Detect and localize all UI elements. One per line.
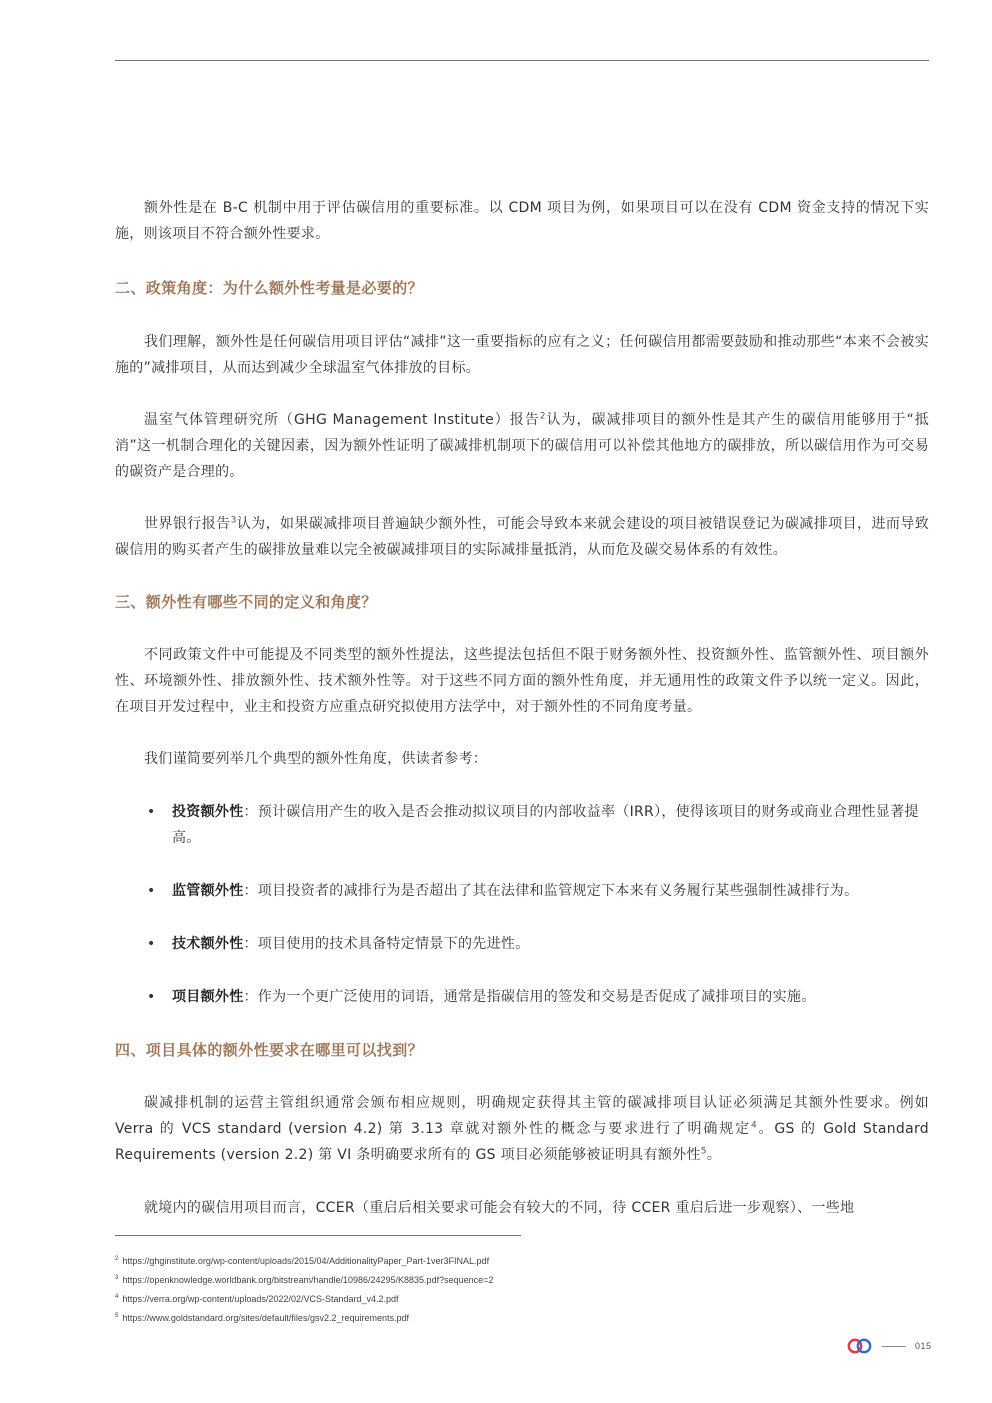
list-term: 投资额外性 [172,804,244,820]
footnote-ref: 4 [750,1120,757,1131]
section-heading: 三、额外性有哪些不同的定义和角度？ [115,593,377,611]
footnote-item: $^2$ https://ghginstitute.org/wp-content/uploads/2015/04/AdditionalityPaper_Part-1ver3FINAL.pdf [115,1256,490,1266]
footnote-ref: 2 [539,411,546,422]
paragraph: 碳减排机制的运营主管组织通常会颁布相应规则，明确规定获得其主管的碳减排项目认证必须满足其额外性要求。例如 Verra 的 VCS standard (version 4.2) 第 3.13 章就对额外性的概念与要求进行了明确规定$^4$。GS 的 Gold Standard Requirements (version 2.2) 第 VI 条明确要求所有的 GS 项目必须能够被证明具有额外性$^5$。 [115,1095,929,1163]
footnote-item: $^4$ https://verra.org/wp-content/uploads/2022/02/VCS-Standard_v4.2.pdf [115,1294,399,1304]
list-item: • 监管额外性：项目投资者的减排行为是否超出了其在法律和监管规定下本来有义务履行某些强制性减排行为。 [115,878,929,904]
footnote-link[interactable]: https://verra.org/wp-content/uploads/2022/02/VCS-Standard_v4.2.pdf [122,1294,399,1304]
section-heading: 二、政策角度：为什么额外性考量是必要的？ [115,279,424,297]
footnote-ref: 5 [700,1146,707,1157]
footnote-rule [115,1235,521,1236]
paragraph: 世界银行报告$^3$认为，如果碳减排项目普遍缺少额外性，可能会导致本来就会建设的项目被错误登记为碳减排项目，进而导致碳信用的购买者产生的碳排放量难以完全被碳减排项目的实际减排量抵消，从而危及碳交易体系的有效性。 [115,515,929,558]
list-term: 技术额外性 [172,936,244,952]
list-item: • 投资额外性：预计碳信用产生的收入是否会推动拟议项目的内部收益率（IRR），使得该项目的财务或商业合理性显著提高。 [115,799,929,851]
footer-rule [882,1346,906,1347]
paragraph: 我们谨简要列举几个典型的额外性角度，供读者参考： [144,751,488,767]
footnotes [115,1250,493,1326]
additionality-list [115,799,929,1010]
page-footer [846,1336,932,1356]
footnote-item: $^3$ https://openknowledge.worldbank.org/bitstream/handle/10986/24295/K8835.pdf?sequence=2 [115,1275,494,1285]
bullet-icon: • [147,936,156,952]
paragraph: 就境内的碳信用项目而言，CCER（重启后相关要求可能会有较大的不同，待 CCER 重启后进一步观察）、一些地 [144,1200,855,1216]
header-rule [115,60,929,61]
section-heading: 四、项目具体的额外性要求在哪里可以找到？ [115,1041,424,1059]
bullet-icon: • [147,989,156,1005]
paragraph: 我们理解，额外性是任何碳信用项目评估“减排”这一重要指标的应有之义；任何碳信用都需要鼓励和推动那些“本来不会被实施的”减排项目，从而达到减少全球温室气体排放的目标。 [115,334,929,376]
list-item: • 项目额外性：作为一个更广泛使用的词语，通常是指碳信用的签发和交易是否促成了减排项目的实施。 [115,984,929,1010]
paragraph: 不同政策文件中可能提及不同类型的额外性提法，这些提法包括但不限于财务额外性、投资额外性、监管额外性、项目额外性、环境额外性、排放额外性、技术额外性等。对于这些不同方面的额外性角度，并无通用性的政策文件予以统一定义。因此，在项目开发过程中，业主和投资方应重点研究拟使用方法学中，对于额外性的不同角度考量。 [115,647,929,715]
footnote-link[interactable]: https://ghginstitute.org/wp-content/uploads/2015/04/AdditionalityPaper_Part-1ver3FINAL.pdf [122,1256,490,1266]
footnote-link[interactable]: https://www.goldstandard.org/sites/default/files/gsv2.2_requirements.pdf [122,1313,409,1323]
page-body [115,195,929,1221]
list-term: 监管额外性 [172,883,244,899]
footnote-item: $^5$ https://www.goldstandard.org/sites/default/files/gsv2.2_requirements.pdf [115,1313,409,1323]
logo-icon [846,1338,874,1354]
list-term: 项目额外性 [172,989,244,1005]
footnote-link[interactable]: https://openknowledge.worldbank.org/bitstream/handle/10986/24295/K8835.pdf?sequence=2 [122,1275,494,1285]
footnote-ref: 3 [230,515,237,526]
paragraph: 温室气体管理研究所（GHG Management Institute）报告$^2$认为，碳减排项目的额外性是其产生的碳信用能够用于“抵消”这一机制合理化的关键因素，因为额外性证明了碳减排机制项下的碳信用可以补偿其他地方的碳排放，所以碳信用作为可交易的碳资产是合理的。 [115,411,929,480]
bullet-icon: • [147,804,156,820]
bullet-icon: • [147,883,156,899]
page-number: 015 [915,1341,932,1351]
paragraph: 额外性是在 B-C 机制中用于评估碳信用的重要标准。以 CDM 项目为例，如果项目可以在没有 CDM 资金支持的情况下实施，则该项目不符合额外性要求。 [115,200,929,242]
list-item: • 技术额外性：项目使用的技术具备特定情景下的先进性。 [115,931,929,957]
